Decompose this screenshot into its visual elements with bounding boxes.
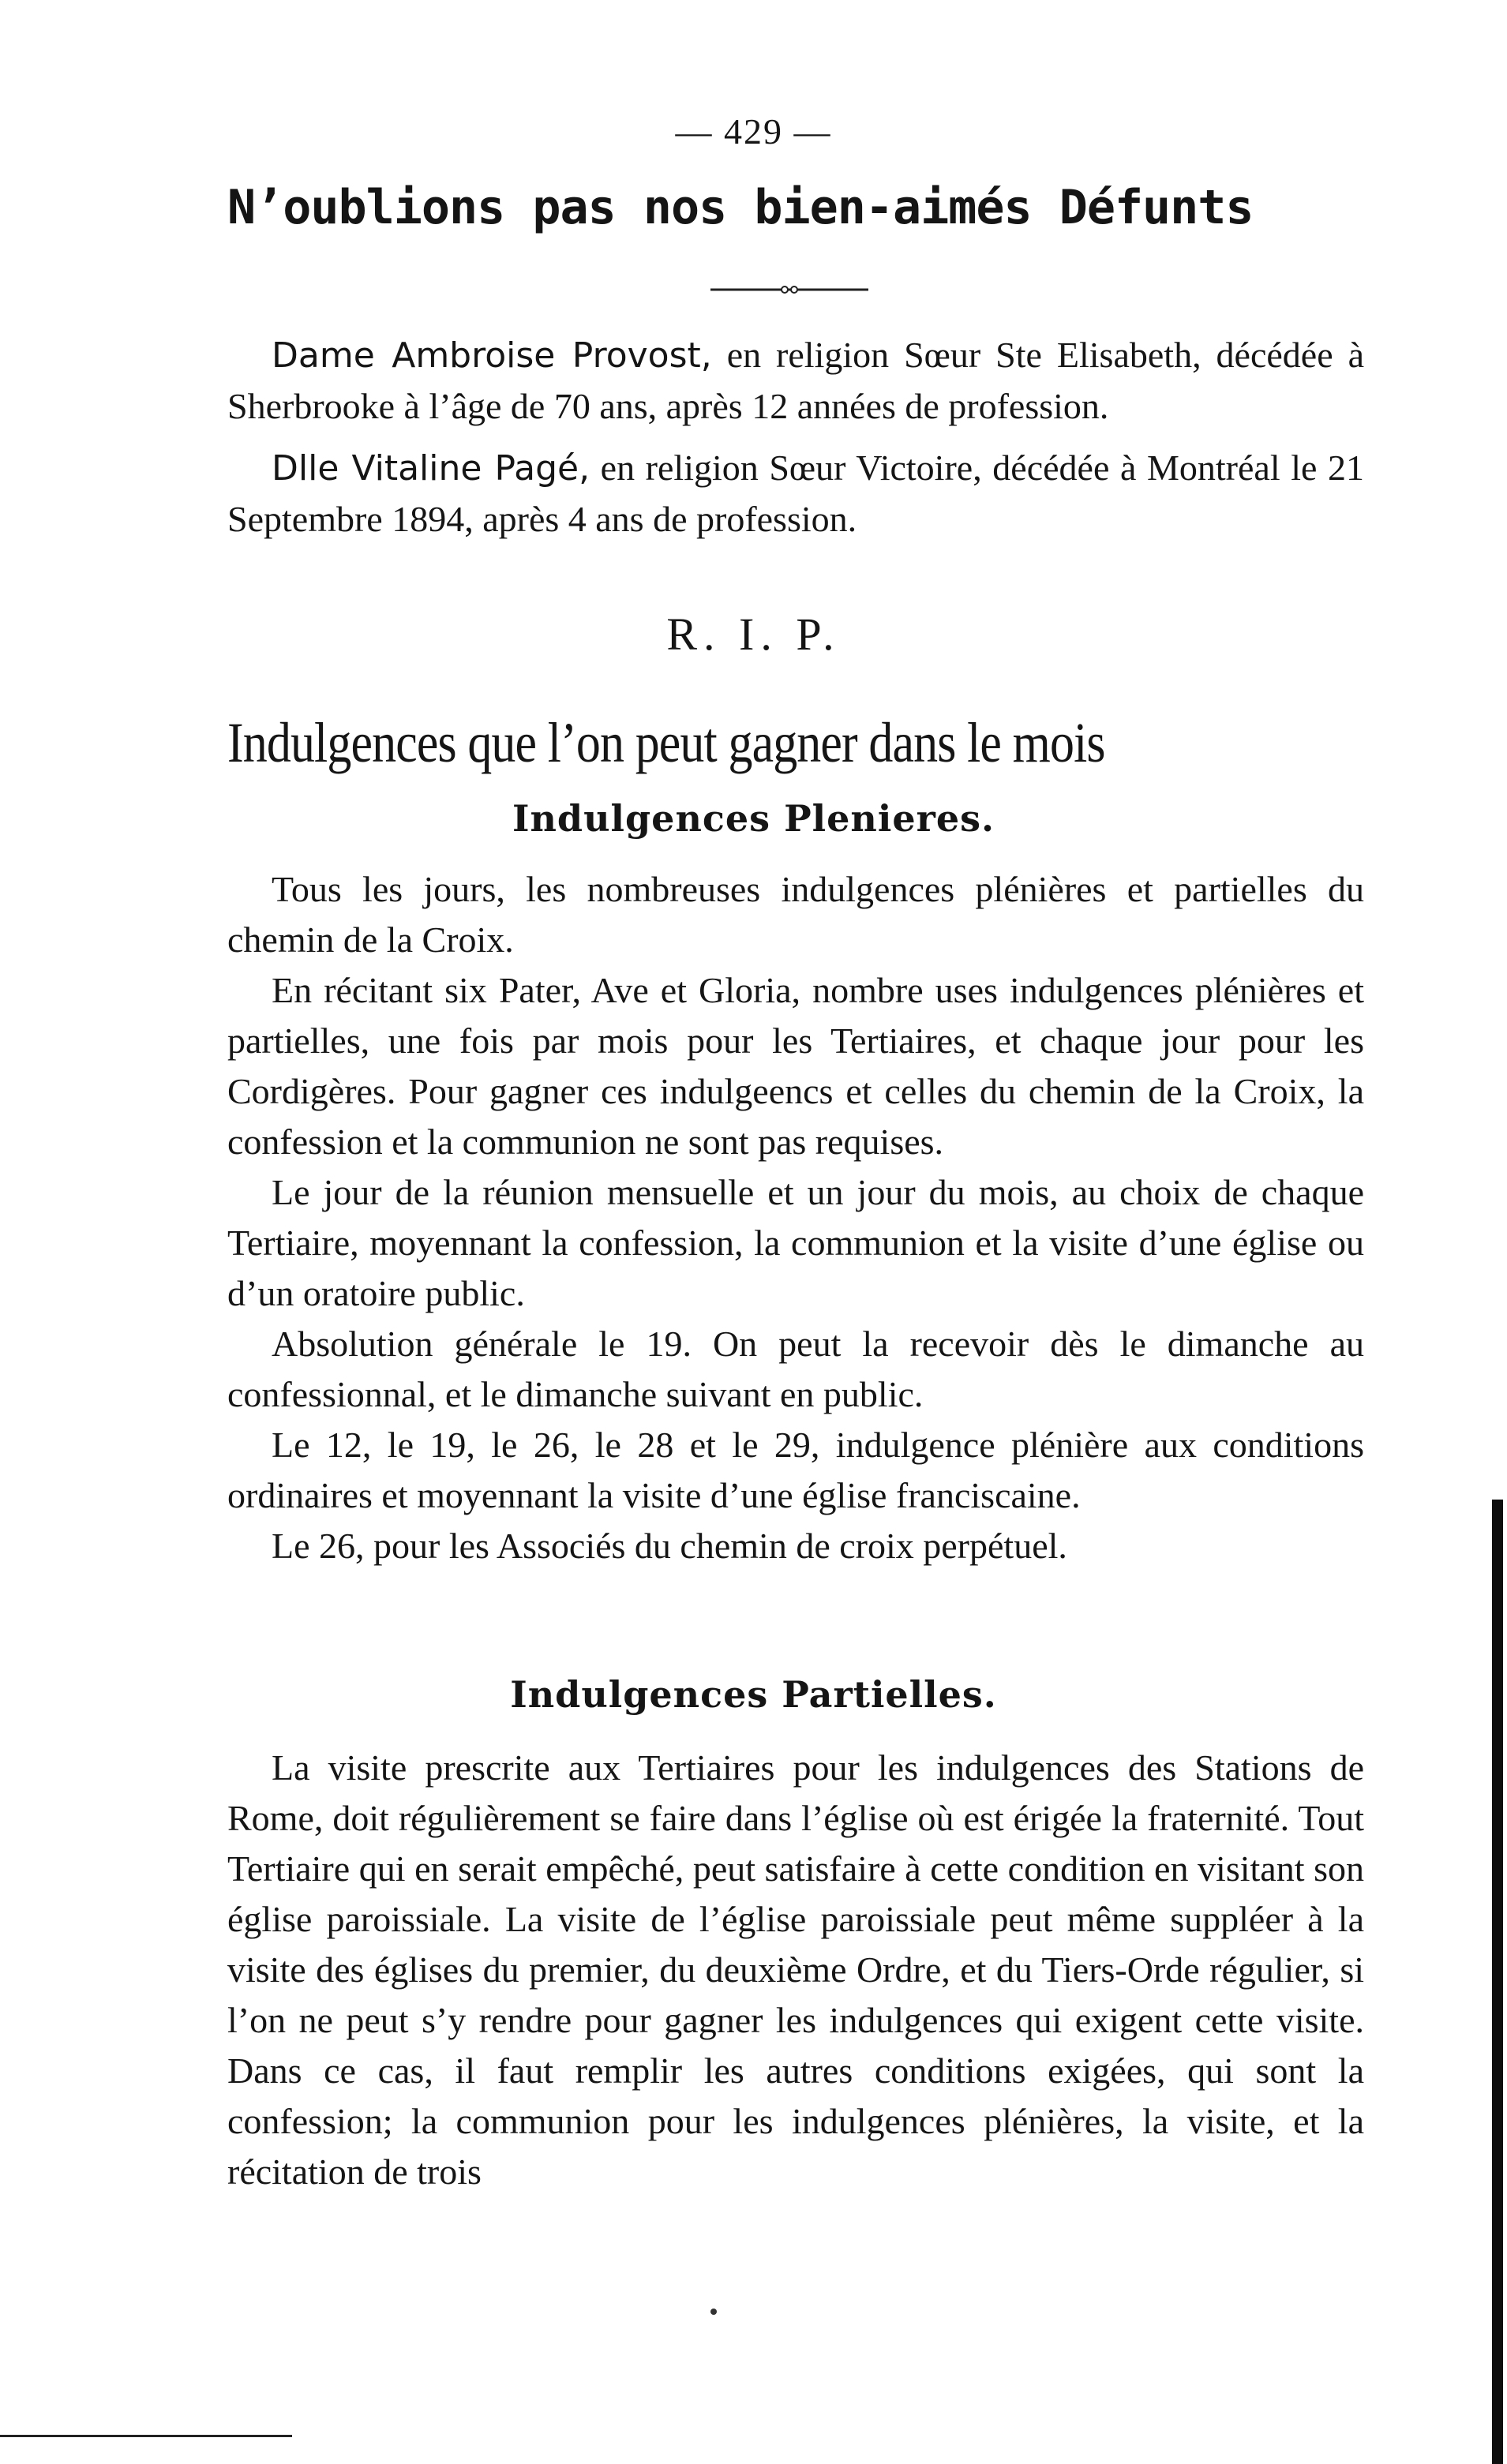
- paragraph: Le 12, le 19, le 26, le 28 et le 29, indulgence plénière aux conditions ordinaires et moyennant la visite d’une église franciscaine.: [227, 1425, 1364, 1515]
- paragraph: En récitant six Pater, Ave et Gloria, nombre uses indulgences plénières et partielles, une fois par mois pour les Tertiaires, et chaque jour pour les Cordigères. Pour gagner ces indulgeencs et celles du chemin de la Croix, la confession et la communion ne sont pas requises.: [227, 970, 1364, 1162]
- obituary-name: Dlle Vitaline Pagé,: [272, 448, 590, 489]
- partial-text: [227, 1743, 1364, 2197]
- partial-heading: Indulgences Partielles.: [510, 1673, 997, 1716]
- obituary-entry: [227, 330, 1364, 432]
- print-speck: [710, 2309, 717, 2315]
- plenary-text: [227, 864, 1364, 1571]
- ornament-divider-icon: [710, 284, 868, 295]
- page-number: — 429 —: [675, 111, 832, 152]
- obituary-list: [227, 330, 1364, 545]
- bottom-rule: [0, 2435, 292, 2437]
- paragraph: Absolution générale le 19. On peut la recevoir dès le dimanche au confessionnal, et le dimanche suivant en public.: [227, 1324, 1364, 1414]
- paragraph: La visite prescrite aux Tertiaires pour les indulgences des Stations de Rome, doit régulièrement se faire dans l’église où est érigée la fraternité. Tout Tertiaire qui en serait empêché, peut satisfaire à cette condition en visitant son église paroissiale. La visite de l’église paroissiale peut même suppléer à la visite des églises du premier, du deuxième Ordre, et du Tiers-Orde régulier, si l’on ne peut s’y rendre pour gagner les indulgences qui exigent cette visite. Dans ce cas, il faut remplir les autres conditions exigées, qui sont la confession; la communion pour les indulgences plénières, la visite, et la récitation de trois: [227, 1747, 1364, 2192]
- obituary-entry: [227, 443, 1364, 545]
- paragraph: Le jour de la réunion mensuelle et un jour du mois, au choix de chaque Tertiaire, moyennant la confession, la communion et la visite d’une église ou d’un oratoire public.: [227, 1172, 1364, 1313]
- page-edge-shadow: [1492, 1500, 1503, 2464]
- paragraph: Tous les jours, les nombreuses indulgences plénières et partielles du chemin de la Croix.: [227, 869, 1364, 960]
- page-title: N’oublions pas nos bien-aimés Défunts: [227, 180, 1254, 235]
- section-title: Indulgences que l’on peut gagner dans le mois: [227, 711, 1105, 774]
- rip-inscription: R. I. P.: [666, 609, 841, 660]
- paragraph: Le 26, pour les Associés du chemin de croix perpétuel.: [272, 1526, 1067, 1566]
- obituary-text: en religion Sœur Victoire, décédée à Montréal le 21 Septembre 1894, après 4 ans de profession.: [227, 447, 1365, 539]
- obituary-text: en religion Sœur Ste Elisabeth, décédée à Sherbrooke à l’âge de 70 ans, après 12 années de profession.: [227, 335, 1364, 426]
- plenary-heading: Indulgences Plenieres.: [512, 797, 995, 840]
- obituary-name: Dame Ambroise Provost,: [272, 335, 712, 376]
